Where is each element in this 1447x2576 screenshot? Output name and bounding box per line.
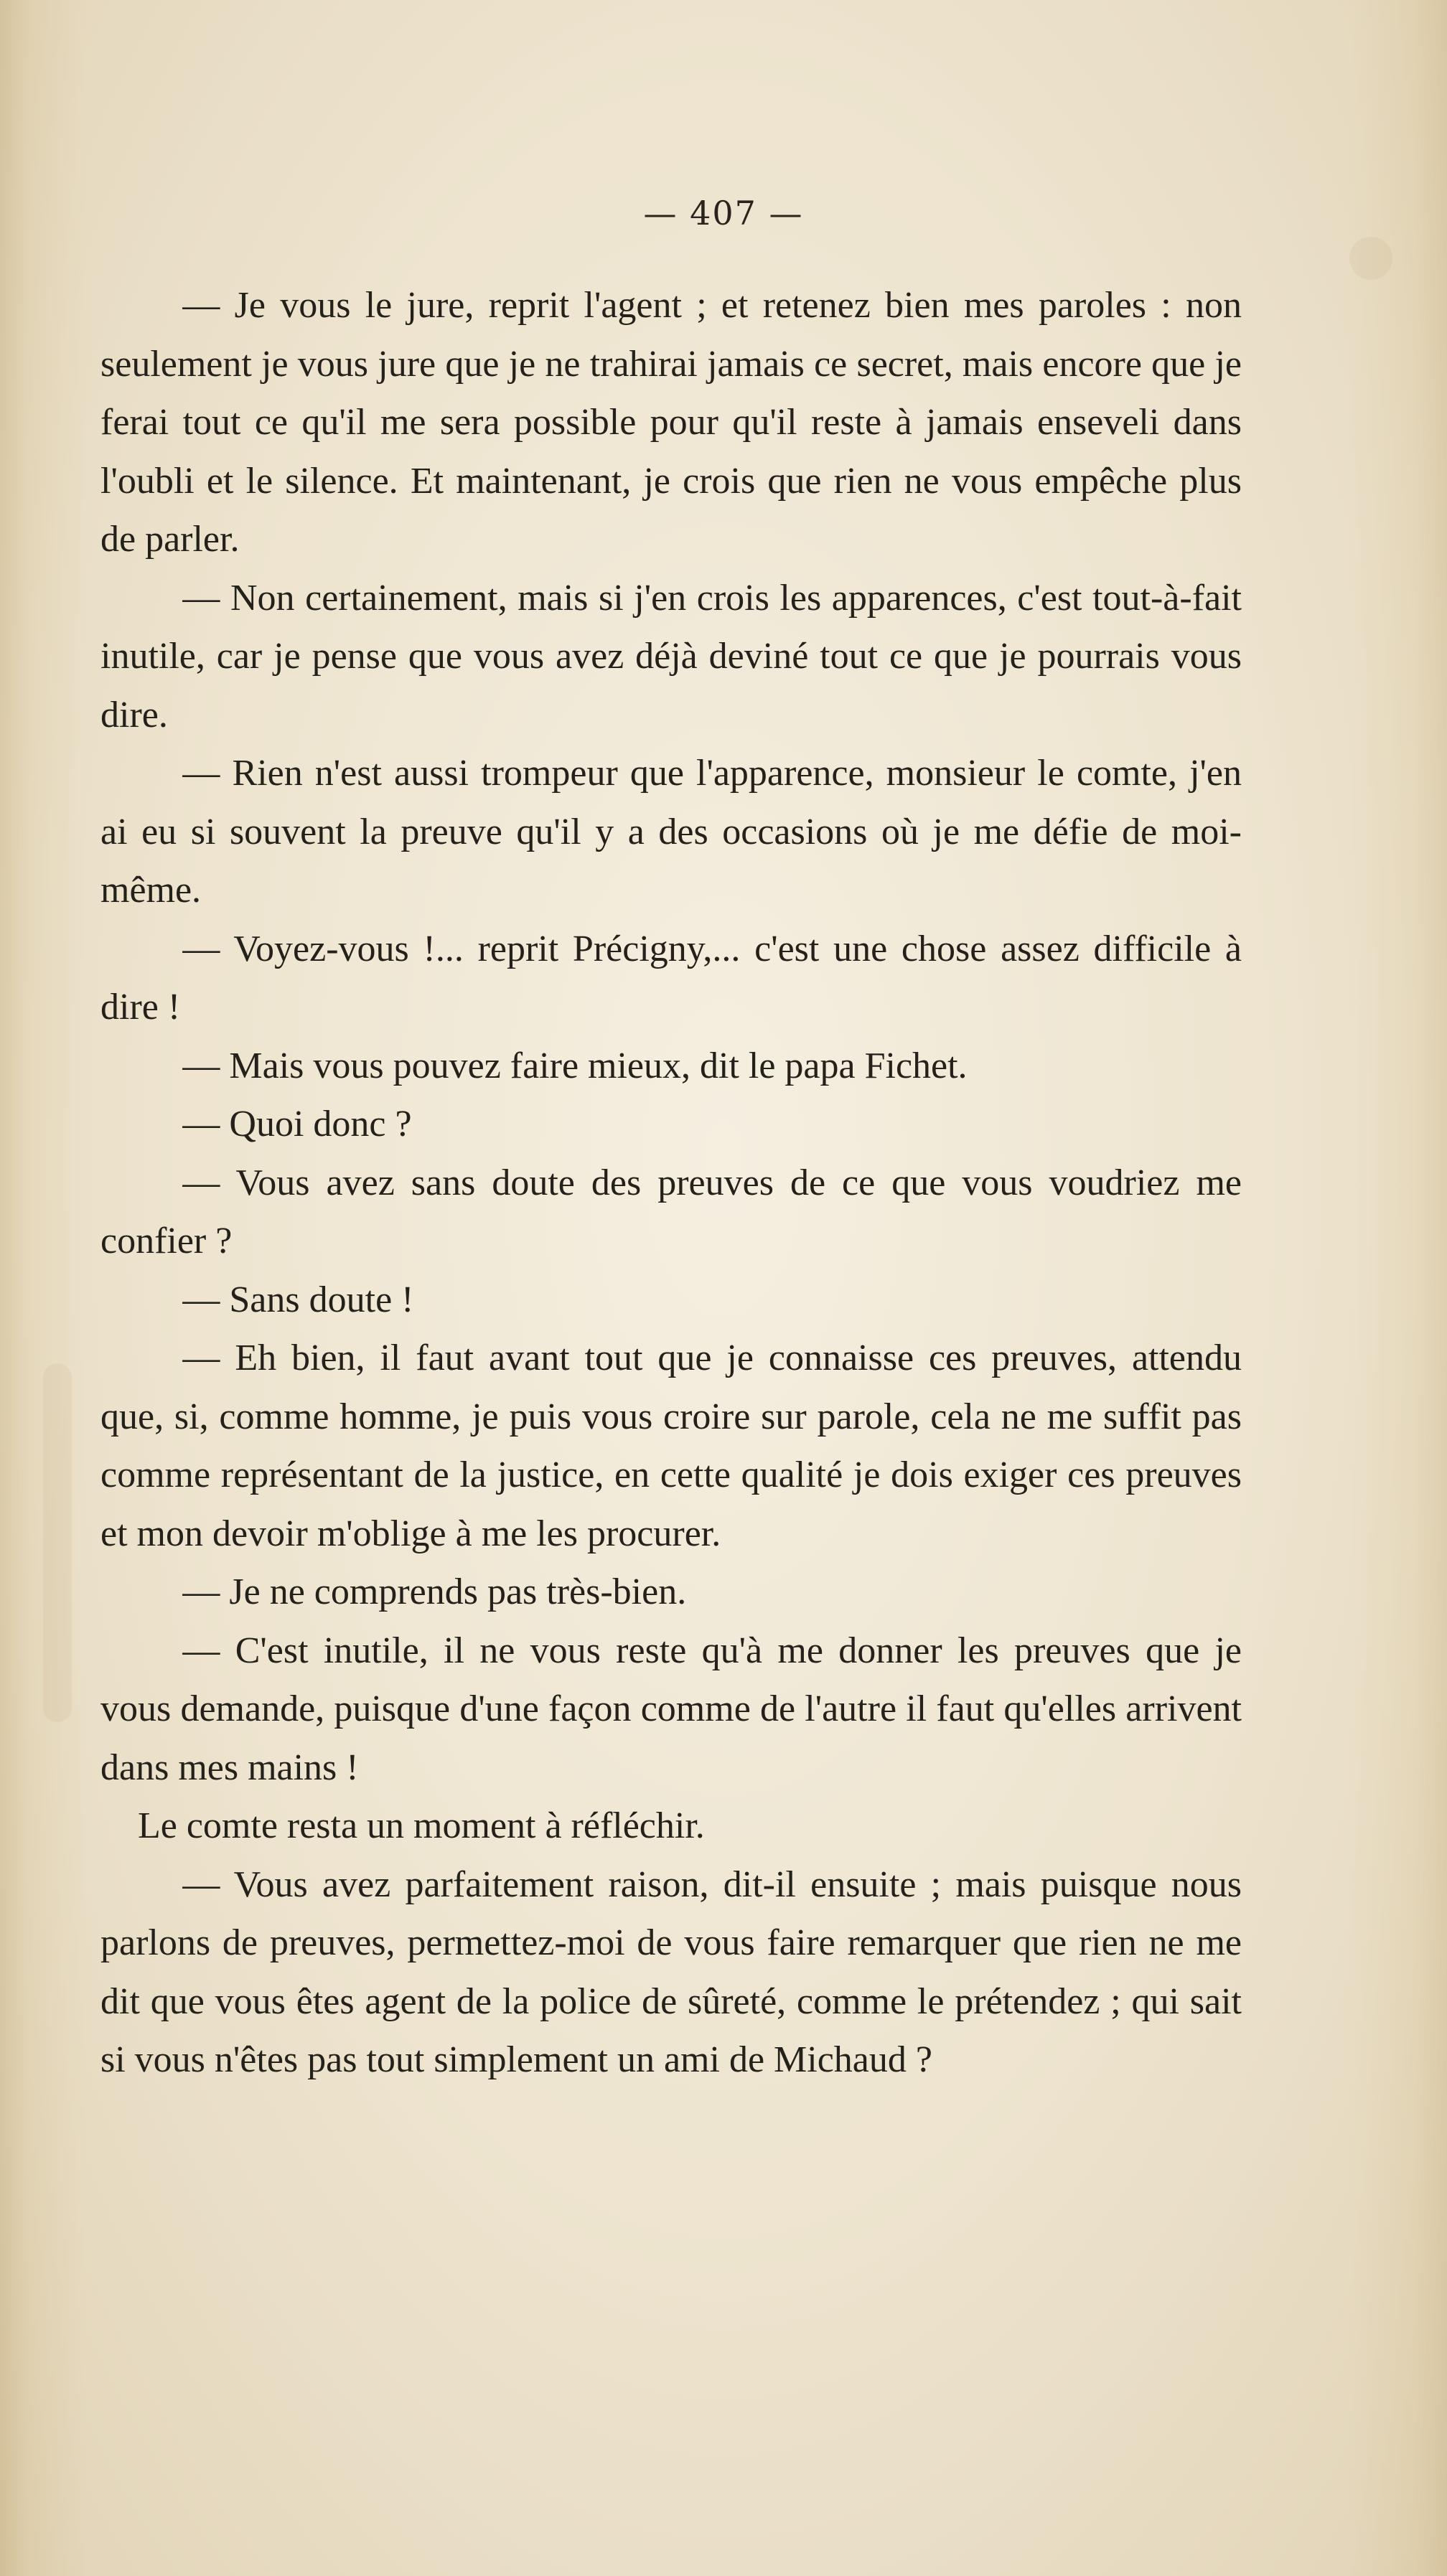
- paragraph: — Non certainement, mais si j'en crois les apparences, c'est tout-à-fait inutile, car je pense que vous avez déjà deviné tout ce que je pourrais vous dire.: [100, 577, 1242, 735]
- paper-stain: [43, 1363, 72, 1722]
- paragraph: — Quoi donc ?: [182, 1104, 412, 1144]
- paragraph: — Vous avez sans doute des preuves de ce que vous voudriez me confier ?: [100, 1162, 1242, 1261]
- paragraph: — Rien n'est aussi trompeur que l'apparence, monsieur le comte, j'en ai eu si souvent la preuve qu'il y a des occasions où je me défie de moi-même.: [100, 753, 1242, 911]
- page-number: — 407 —: [643, 194, 804, 232]
- paragraph: Le comte resta un moment à réfléchir.: [138, 1805, 705, 1846]
- paragraph: — Eh bien, il faut avant tout que je connaisse ces preuves, attendu que, si, comme homme, je puis vous croire sur parole, cela ne me suffit pas comme représentant de la justice, en cette qualité je dois exiger ces preuves et mon devoir m'oblige à me les procurer.: [100, 1338, 1242, 1554]
- paragraph: — Mais vous pouvez faire mieux, dit le papa Fichet.: [182, 1045, 968, 1086]
- paper-stain: [1349, 237, 1392, 280]
- paragraph: — C'est inutile, il ne vous reste qu'à me donner les preuves que je vous demande, puisque d'une façon comme de l'autre il faut qu'elles arrivent dans mes mains !: [100, 1630, 1242, 1788]
- body-text: [100, 276, 1242, 2090]
- paragraph: — Voyez-vous !... reprit Précigny,... c'est une chose assez difficile à dire !: [100, 928, 1242, 1028]
- paragraph: — Sans doute !: [182, 1279, 414, 1320]
- paragraph: — Vous avez parfaitement raison, dit-il ensuite ; mais puisque nous parlons de preuves, permettez-moi de vous faire remarquer que rien ne me dit que vous êtes agent de la police de sûreté, comme le prétendez ; qui sait si vous n'êtes pas tout simplement un ami de Michaud ?: [100, 1863, 1242, 2080]
- paragraph: — Je ne comprends pas très-bien.: [182, 1571, 687, 1612]
- paragraph: — Je vous le jure, reprit l'agent ; et retenez bien mes paroles : non seulement je vous jure que je ne trahirai jamais ce secret, mais encore que je ferai tout ce qu'il me sera possible pour qu'il reste à jamais enseveli dans l'oubli et le silence. Et maintenant, je crois que rien ne vous empêche plus de parler.: [100, 285, 1242, 560]
